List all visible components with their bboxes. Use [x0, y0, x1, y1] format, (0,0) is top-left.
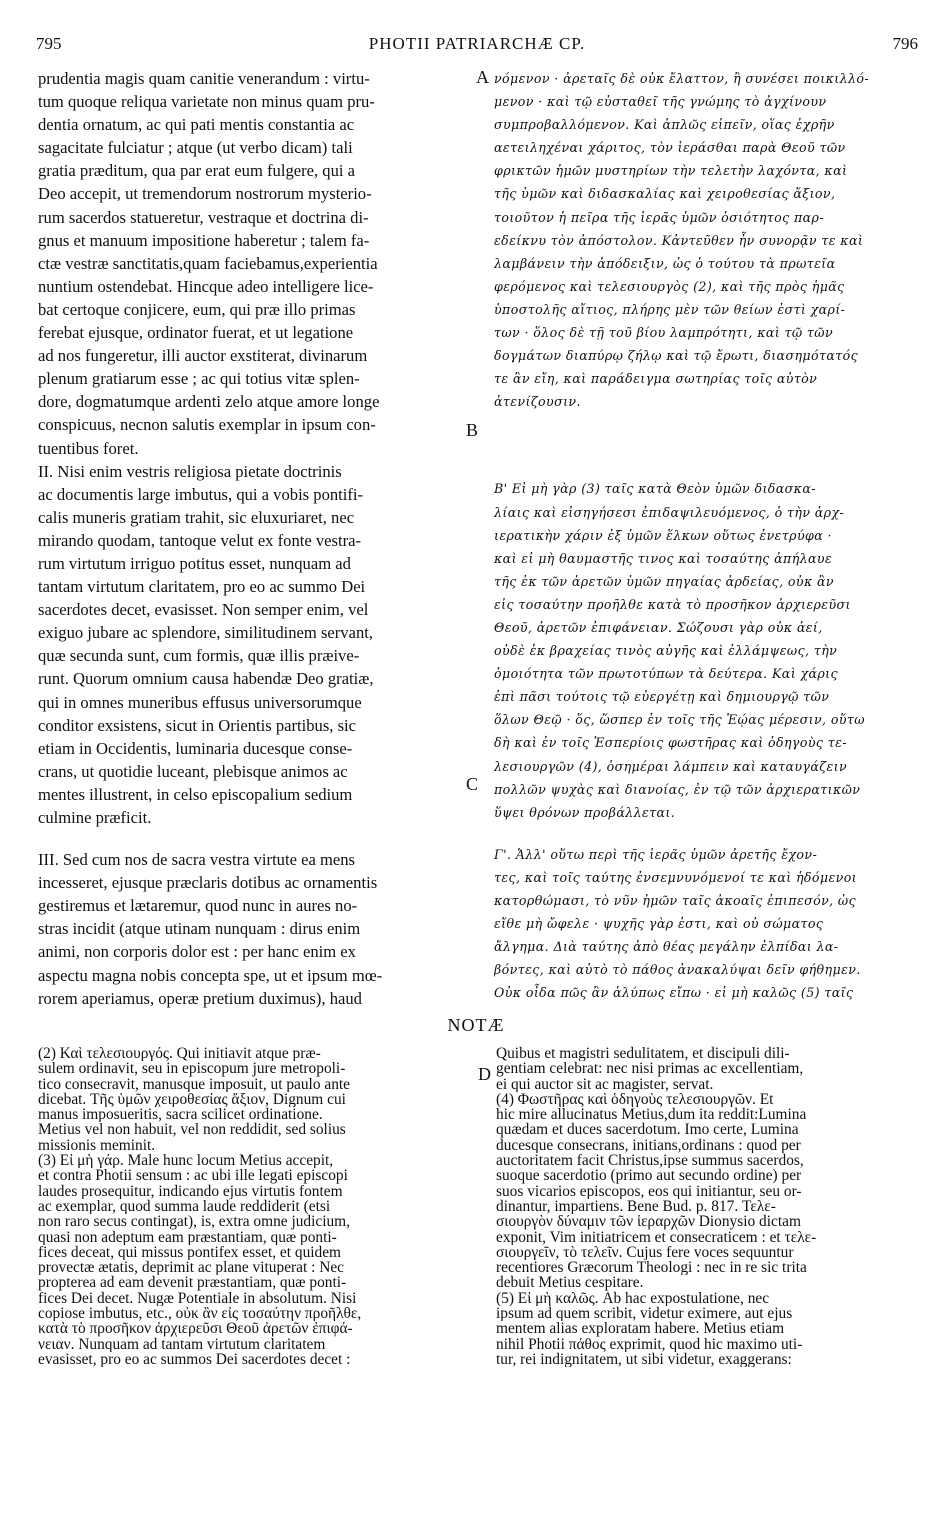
note-line: nihil Photii πάθος exprimit, quod hic maximo uti-: [496, 1336, 803, 1352]
note-line: suos vicarios episcopos, eos qui initiantur, seu or-: [496, 1183, 802, 1199]
latin-text-line: culmine præficit.: [38, 808, 152, 827]
latin-text-line: Deo accepit, ut tremendorum nostrorum mysterio-: [38, 184, 372, 204]
note-line: manus imposueritis, sacra scilicet ordinatione.: [38, 1107, 323, 1123]
greek-text-line: καὶ εἰ μὴ θαυμαστῆς τινος καὶ τοσαύτης ἀπήλαυε: [494, 550, 833, 566]
latin-text-line: gestiremus et lætaremur, quod nunc in aures no-: [38, 896, 358, 916]
note-line: fices Dei decet. Nugæ Potentiale in absolutum. Nisi: [38, 1290, 357, 1307]
greek-text-line: φερόμενος καὶ τελεσιουργὸς (2), καὶ τῆς πρὸς ἡμᾶς: [494, 278, 845, 294]
greek-text-line: Οὐκ οἶδα πῶς ἂν ἀλύπως εἴπω · εἰ μὴ καλῶς (5) ταῖς: [494, 985, 854, 1001]
latin-text-line: ctæ vestræ sanctitatis,quam faciebamus,experientia: [38, 253, 378, 273]
greek-text-line: εἰς τοσαύτην προῆλθε κατὰ τὸ προσῆκον ἀρχιερεῦσι: [494, 596, 851, 612]
latin-text-line: crans, ut quotidie luceant, plebisque animos ac: [38, 761, 348, 781]
latin-text-line: nuntium ostendebat. Hincque adeo intelligere lice-: [38, 276, 374, 296]
note-line: laudes prosequitur, indicando ejus virtutis fontem: [38, 1183, 343, 1199]
running-header: [36, 34, 918, 56]
note-line: recentiores Græcorum Theologi : nec in re sic trita: [496, 1260, 807, 1276]
latin-text-line: aspectu magna nobis concepta spe, ut et ipsum mœ-: [38, 965, 383, 985]
greek-text-line: λεσιουργῶν (4), ὁσημέραι λάμπειν καὶ καταυγάζειν: [494, 758, 848, 774]
note-line: Metius vel non habuit, vel non reddidit, sed solius: [38, 1122, 346, 1138]
note-line: σιουργεῖν, τὸ τελεῖν. Cujus fere voces sequuntur: [496, 1244, 794, 1261]
latin-text-line: rorem aperiamus, operæ pretium duximus), haud: [38, 988, 362, 1008]
latin-text-line: tuentibus foret.: [38, 438, 139, 458]
latin-text-line: sacerdotes decet, evasisset. Non semper enim, vel: [38, 600, 369, 620]
note-line: sulem ordinavit, seu in episcopum jure metropoli-: [38, 1061, 346, 1077]
greek-text-part-2: [494, 477, 918, 823]
latin-text-line: dentia ornatum, ac qui pati mentis constantia ac: [38, 115, 355, 135]
note-line: tico consecravit, manusque imposuit, ut paulo ante: [38, 1076, 351, 1092]
note-line: σιουργὸν δύναμιν τῶν ἱεραρχῶν Dionysio dictam: [496, 1214, 801, 1230]
latin-text-line: ferebat ejusque, ordinator fuerat, et ut legatione: [38, 323, 354, 343]
greek-text-line: αετειληχέναι χάριτος, τὸν ἱεράσθαι παρὰ Θεοῦ τῶν: [494, 140, 846, 156]
latin-text-line: tantam virtutum claritatem, pro eo ac summo Dei: [38, 577, 366, 597]
running-title: PHOTII PATRIARCHÆ CP.: [368, 34, 586, 53]
latin-text-line: stras incidit (atque utinam nunquam : dirus enim: [38, 919, 361, 939]
note-line: ipsum ad quem scribit, videtur eximere, aut ejus: [496, 1306, 793, 1322]
note-line: (3) Εἰ μὴ γάρ. Male hunc locum Metius accepit,: [38, 1153, 334, 1169]
note-line: provectæ ætatis, deprimit ac plane vituperat : Nec: [38, 1260, 345, 1276]
page-number-left: 795: [36, 34, 62, 53]
greek-text-line: εδείκνυ τὸν ἀπόστολον. Κἀντεῦθεν ἦν συνορᾷν τε καὶ: [494, 232, 864, 248]
latin-text-line: ac documentis large imbutus, qui a vobis pontifi-: [38, 484, 364, 504]
latin-text-line: conditor exsistens, sicut in Orientis partibus, sic: [38, 715, 357, 735]
note-line: suoque sacerdotio (primo aut secundo ordine) per: [496, 1168, 802, 1184]
latin-text-line: ad nos fungeretur, illi auctor exstiterat, divinarum: [38, 346, 368, 366]
latin-text-line: bat certoque conjicere, eum, qui præ illo primas: [38, 299, 356, 319]
latin-text-line: animi, non corporis dolor est : per hanc enim ex: [38, 942, 356, 962]
greek-text-line: ὅλων Θεῷ · ὅς, ὥσπερ ἐν τοῖς τῆς Ἑῴας μέρεσιν, οὕτω: [494, 712, 865, 728]
note-line: quasi non adeptum eam præstantiam, quæ ponti-: [38, 1229, 337, 1245]
latin-column: [38, 67, 472, 1010]
latin-text-line: quæ secunda sunt, cum formis, quæ illis præive-: [38, 646, 360, 666]
note-line: debuit Metius cespitare.: [496, 1275, 644, 1291]
latin-text-line: dore, dogmatumque ardenti zelo atque amore longe: [38, 392, 380, 412]
greek-text-line: τοιοῦτον ἡ πεῖρα τῆς ἱερᾶς ὑμῶν ὁσιότητος παρ-: [494, 209, 825, 225]
note-line: non raro secus contingat), is, extra omne judicium,: [38, 1214, 351, 1230]
greek-column: [494, 67, 918, 1004]
note-line: dicebat. Τῆς ὑμῶν χειροθεσίας ἄξιον, Dignum cui: [38, 1091, 346, 1108]
note-line: evasisset, pro eo ac summos Dei sacerdotes decet :: [38, 1351, 351, 1368]
note-line: hic mire allucinatus Metius,dum ita reddit:Lumina: [496, 1107, 807, 1123]
greek-text-line: νόμενον · ἀρεταῖς δὲ οὐκ ἔλαττον, ἢ συνέσει ποικιλλό-: [494, 71, 869, 86]
margin-marker-d: D: [478, 1064, 491, 1084]
greek-text-line: λίαις καὶ εἰσηγήσεσι ἐπιδαψιλευόμενος, ὁ τὴν ἀρχ-: [494, 504, 845, 520]
greek-text-line: συμπροβαλλόμενον. Καὶ ἁπλῶς εἰπεῖν, οἵας ἐχρῆν: [494, 117, 835, 133]
page-number-right: 796: [892, 34, 918, 53]
note-line: mentem alias exploratam habere. Metius etiam: [496, 1321, 785, 1337]
latin-text-line: sagacitate fulciatur ; atque (ut verbo dicam) tali: [38, 138, 353, 158]
greek-text-line: Γ'. Ἀλλ' οὕτω περὶ τῆς ἱερᾶς ὑμῶν ἀρετῆς ἔχον-: [494, 846, 818, 862]
greek-text-line: οὐδὲ ἐκ βραχείας τινὸς αὐγῆς καὶ ἐλλάμψεως, τὴν: [494, 643, 838, 659]
greek-text-line: ἀτενίζουσιν.: [494, 394, 581, 410]
greek-text-line: ὕψει θρόνων προβάλλεται.: [494, 804, 676, 820]
margin-marker-a: A: [476, 67, 489, 87]
latin-text-line: III. Sed cum nos de sacra vestra virtute ea mens: [38, 850, 356, 870]
greek-text-line: των · ὅλος δὲ τῇ τοῦ βίου λαμπρότητι, καὶ τῷ τῶν: [494, 325, 834, 341]
latin-text-line: rum virtutum irriguo potitus esset, nunquam ad: [38, 553, 351, 573]
note-line: ducesque consecrans, initians,ordinans : quod per: [496, 1137, 801, 1154]
note-line: auctoritatem facit Christus,ipse summus sacerdos,: [496, 1153, 804, 1169]
greek-text-line: λαμβάνειν τὴν ἀπόδειξιν, ὡς ὁ τούτου τὰ πρωτεῖα: [494, 255, 836, 271]
latin-text-line: runt. Quorum omnium causa habendæ Deo gratiæ,: [38, 669, 374, 689]
greek-text-part-3: [494, 843, 918, 1005]
margin-marker-b: B: [466, 420, 479, 440]
greek-text-line: ιερατικὴν χάριν ἐξ ὑμῶν ἕλκων οὕτως ἐνετρύφα ·: [494, 527, 832, 543]
latin-text-line: calis muneris gratiam trahit, sic eluxuriaret, nec: [38, 507, 355, 527]
greek-text-line: δογμάτων διαπύρῳ ζήλῳ καὶ τῷ ἔρωτι, διασημότατός: [494, 348, 859, 364]
latin-text-line: gnus et manuum impositione haberetur ; talem fa-: [38, 230, 370, 250]
greek-text-line: κατορθώμασι, τὸ νῦν ἡμῶν ταῖς ἀκοαῖς ἐπιπεσόν, ὡς: [494, 893, 857, 908]
note-line: κατὰ τὸ προσῆκον ἀρχιερεῦσι Θεοῦ ἀρετῶν ἐπιφά-: [38, 1321, 353, 1337]
note-line: (2) Καὶ τελεσιουργός. Qui initiavit atque præ-: [38, 1046, 321, 1062]
latin-text-line: rum sacerdos statueretur, vestraque et doctrina di-: [38, 207, 369, 227]
latin-text-line: conspicuus, necnon salutis exemplar in ipsum con-: [38, 415, 376, 435]
greek-text-line: τῆς ἐκ τῶν ἀρετῶν ὑμῶν πηγαίας ἀρδείας, οὐκ ἂν: [494, 573, 834, 589]
greek-text-line: φρικτῶν ἡμῶν μυστηρίων τὴν τελετὴν λαχόντα, καὶ: [494, 163, 848, 179]
latin-text-line: incesseret, ejusque præclaris dotibus ac ornamentis: [38, 873, 378, 893]
note-line: et contra Photii sensum : ac ubi ille legati episcopi: [38, 1168, 348, 1184]
note-line: (4) Φωστῆρας καὶ ὁδηγοὺς τελεσιουργῶν. Et: [496, 1091, 774, 1108]
latin-text-line: qui in omnes muneribus effusus universorumque: [38, 692, 362, 712]
note-line: propterea ad eam devenit præstantiam, quæ ponti-: [38, 1275, 347, 1291]
latin-text-line: tum quoque reliqua varietate non minus quam pru-: [38, 92, 375, 112]
note-line: fices deceat, qui missus pontifex esset, et quidem: [38, 1244, 342, 1261]
note-line: ei qui auctor sit ac magister, servat.: [496, 1076, 714, 1092]
greek-text-line: τῆς ὑμῶν καὶ διδασκαλίας καὶ χειροθεσίας ἄξιον,: [494, 186, 836, 202]
note-line: exponit, Vim initiatricem et consecraticem : et τελε-: [496, 1229, 817, 1245]
note-line: gentiam celebrat: nec nisi primas ac excellentiam,: [496, 1061, 804, 1077]
greek-text-line: δὴ καὶ ἐν τοῖς Ἑσπερίοις φωστῆρας καὶ ὁδηγοὺς τε-: [494, 735, 847, 751]
note-line: dinantur, impartiens. Bene Bud. p. 817. Τελε-: [496, 1198, 776, 1215]
note-line: copiose imbutus, etc., οὐκ ἂν εἰς τοσαύτην προῆλθε,: [38, 1306, 362, 1322]
greek-text-part-1: [494, 67, 918, 413]
greek-text-line: ἐπὶ πᾶσι τούτοις τῷ εὐεργέτῃ καὶ δημιουργῷ τῶν: [494, 689, 830, 705]
greek-text-line: ὑποστολῆς αἴτιος, πλήρης μὲν τῶν θείων ἐστὶ χαρί-: [494, 301, 846, 317]
greek-text-line: ἄλγημα. Διὰ ταύτης ἀπὸ θέας μεγάλην ἐλπίδαι λα-: [494, 939, 839, 955]
greek-text-line: ὁμοιότητα τῶν πρωτοτύπων τὰ δεύτερα. Καὶ χάρις: [494, 666, 838, 682]
greek-text-line: μενον · καὶ τῷ εὐσταθεῖ τῆς γνώμης τὸ ἀγχίνουν: [494, 94, 827, 110]
latin-text-part-1: [38, 67, 472, 829]
greek-text-line: τες, καὶ τοῖς ταύτης ἐνσεμνυνόμενοί τε καὶ ἡδόμενοι: [494, 869, 858, 885]
note-line: (5) Εἰ μὴ καλῶς. Ab hac expostulatione, nec: [496, 1290, 770, 1307]
note-line: quædam et duces sacerdotum. Imo certe, Lumina: [496, 1122, 799, 1138]
greek-text-line: εἴθε μὴ ὤφελε · ψυχῆς γὰρ ἐστι, καὶ οὐ σώματος: [494, 916, 824, 932]
notes-right-column: [496, 1046, 920, 1367]
latin-text-line: mentes illustrent, in celso episcopalium sedium: [38, 784, 353, 804]
notes-left-column: [38, 1046, 470, 1367]
latin-text-line: etiam in Occidentis, luminaria ducesque conse-: [38, 738, 353, 758]
note-line: tur, rei indignitatem, ut sibi videtur, exaggerans:: [496, 1351, 792, 1368]
greek-text-line: πολλῶν ψυχὰς καὶ διανοίας, ἐν τῷ τῶν ἀρχιερατικῶν: [494, 781, 861, 797]
note-line: νειαν. Nunquam ad tantam virtutum claritatem: [38, 1336, 326, 1352]
latin-text-part-2: [38, 848, 472, 1010]
latin-text-line: prudentia magis quam canitie venerandum : virtu-: [38, 69, 370, 88]
latin-text-line: plenum gratiarum esse ; ac qui totius vitæ splen-: [38, 369, 360, 389]
latin-text-line: mirando quodam, tantoque velut ex fonte vestra-: [38, 530, 362, 550]
latin-text-line: exiguo jubare ac splendore, similitudinem servant,: [38, 623, 374, 643]
greek-text-line: Β' Εἰ μὴ γὰρ (3) ταῖς κατὰ Θεὸν ὑμῶν διδασκα-: [494, 481, 816, 497]
latin-text-line: II. Nisi enim vestris religiosa pietate doctrinis: [38, 461, 342, 481]
margin-marker-c: C: [466, 774, 479, 794]
greek-text-line: βόντες, καὶ αὐτὸ τὸ πάθος ἀνακαλύψαι δεῖν φήθημεν.: [494, 962, 861, 978]
greek-text-line: τε ἂν εἴη, καὶ παράδειγμα σωτηρίας τοῖς αὐτὸν: [494, 371, 818, 387]
greek-text-line: Θεοῦ, ἀρετῶν ἐπιφάνειαν. Σώζουσι γὰρ οὐκ ἀεί,: [494, 619, 823, 635]
note-line: ac exemplar, quod summa laude reddiderit (etsi: [38, 1198, 331, 1215]
note-line: Quibus et magistri sedulitatem, et discipuli dili-: [496, 1046, 790, 1062]
notes-title: NOTÆ: [447, 1015, 505, 1035]
note-line: missionis meminit.: [38, 1137, 156, 1154]
latin-text-line: gratia præditum, qua par erat eum fulgere, qui a: [38, 161, 356, 181]
